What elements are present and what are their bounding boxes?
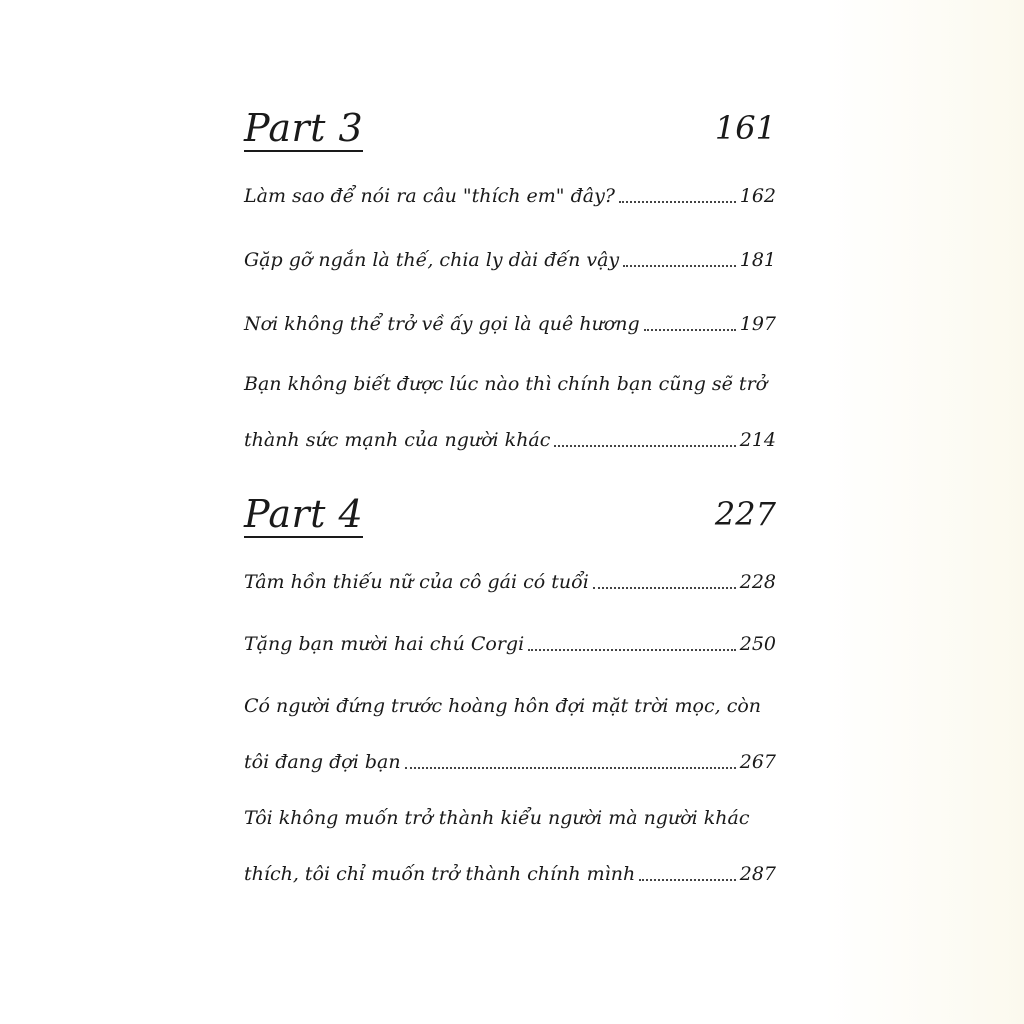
toc-entry[interactable]: [244, 692, 776, 776]
toc-entry[interactable]: [244, 182, 776, 210]
entry-page-number: 228: [739, 571, 776, 593]
part-page-number: 227: [714, 495, 776, 533]
toc-entry[interactable]: [244, 630, 776, 658]
entry-page-number: 287: [739, 863, 776, 885]
entry-page-number: 162: [739, 185, 776, 207]
entry-title: Nơi không thể trở về ấy gọi là quê hương: [244, 313, 640, 335]
part-3-header: [244, 108, 776, 158]
entry-page-number: 181: [739, 249, 776, 271]
page-edge-shading: [824, 0, 1024, 1024]
part-4-header: [244, 494, 776, 544]
toc-entry[interactable]: [244, 246, 776, 274]
entry-page-number: 214: [739, 429, 776, 451]
entry-title-line-2: tôi đang đợi bạn: [244, 751, 401, 773]
entry-page-number: 250: [739, 633, 776, 655]
dot-leader: [593, 581, 736, 589]
dot-leader: [644, 323, 736, 331]
entry-page-number: 197: [739, 313, 776, 335]
entry-title-line-1: Tôi không muốn trở thành kiểu người mà người khác: [244, 807, 750, 829]
toc-entry[interactable]: [244, 804, 776, 888]
toc-entry[interactable]: [244, 310, 776, 338]
entry-title-line-1: Có người đứng trước hoàng hôn đợi mặt trời mọc, còn: [244, 695, 762, 717]
dot-leader: [639, 873, 736, 881]
dot-leader: [619, 195, 736, 203]
toc-entry[interactable]: [244, 370, 776, 454]
dot-leader: [405, 761, 736, 769]
entry-title-line-2: thích, tôi chỉ muốn trở thành chính mình: [244, 863, 636, 885]
toc-entry[interactable]: [244, 568, 776, 596]
dot-leader: [554, 439, 735, 447]
entry-title: Tặng bạn mười hai chú Corgi: [244, 633, 525, 655]
part-title: Part 4: [244, 492, 364, 536]
part-title: Part 3: [244, 106, 364, 150]
dot-leader: [528, 643, 736, 651]
entry-title-line-2: thành sức mạnh của người khác: [244, 429, 551, 451]
entry-page-number: 267: [739, 751, 776, 773]
entry-title: Làm sao để nói ra câu "thích em" đây?: [244, 185, 615, 207]
entry-title: Gặp gỡ ngắn là thế, chia ly dài đến vậy: [244, 249, 620, 271]
entry-title: Tâm hồn thiếu nữ của cô gái có tuổi: [244, 571, 589, 593]
part-page-number: 161: [714, 109, 776, 147]
entry-title-line-1: Bạn không biết được lúc nào thì chính bạn cũng sẽ trở: [244, 373, 768, 395]
dot-leader: [623, 259, 736, 267]
